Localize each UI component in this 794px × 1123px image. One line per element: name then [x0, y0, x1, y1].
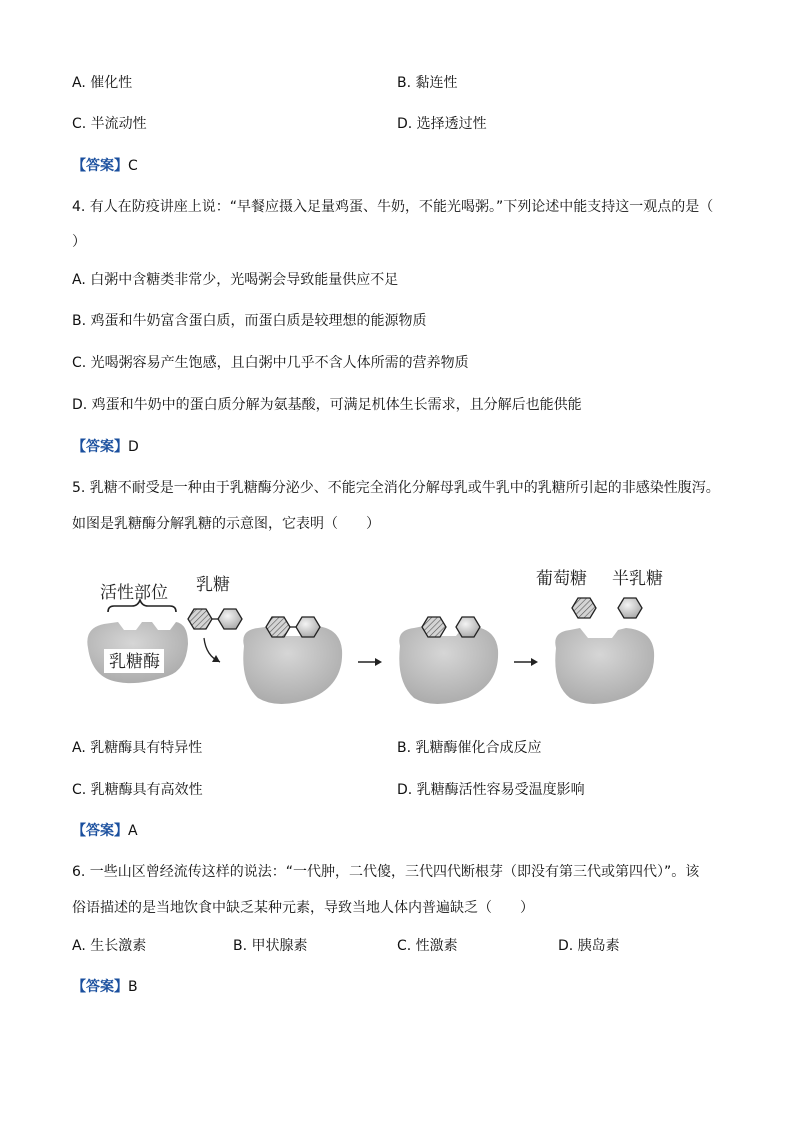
q6-option-b: B. 甲状腺素 [233, 938, 308, 954]
glucose-hexagon [266, 617, 290, 637]
answer-label: 【答案】 [72, 439, 128, 455]
reaction-arrow-head [531, 658, 538, 666]
answer-value: A [128, 823, 138, 839]
lactase-enzyme [555, 628, 654, 704]
reaction-arrow-head [375, 658, 382, 666]
answer-value: C [128, 158, 138, 174]
lactose-label: 乳糖 [196, 575, 230, 595]
q5-stem-line1: 5. 乳糖不耐受是一种由于乳糖酶分泌少、不能完全消化分解母乳或牛乳中的乳糖所引起的非感染性腹泻。 [72, 480, 720, 496]
q6-option-a: A. 生长激素 [72, 938, 147, 954]
q6-stem-line2: 俗语描述的是当地饮食中缺乏某种元素，导致当地人体内普遍缺乏（ ） [72, 900, 534, 916]
glucose-hexagon [572, 598, 596, 618]
answer-label: 【答案】 [72, 158, 128, 174]
q4-stem-line1: 4. 有人在防疫讲座上说：“早餐应摄入足量鸡蛋、牛奶，不能光喝粥。”下列论述中能支持这一观点的是（ [72, 199, 714, 215]
q5-option-a: A. 乳糖酶具有特异性 [72, 740, 203, 756]
q4-option-c: C. 光喝粥容易产生饱感，且白粥中几乎不含人体所需的营养物质 [72, 355, 469, 371]
q6-answer [72, 977, 138, 997]
stage-4 [536, 569, 663, 704]
q5-option-d: D. 乳糖酶活性容易受温度影响 [397, 782, 585, 798]
answer-label: 【答案】 [72, 979, 128, 995]
glucose-hexagon [188, 609, 212, 629]
q3-answer [72, 156, 138, 176]
stage-2 [243, 617, 342, 704]
q5-stem-line2: 如图是乳糖酶分解乳糖的示意图，它表明（ ） [72, 516, 380, 532]
glucose-hexagon [422, 617, 446, 637]
galactose-hexagon [618, 598, 642, 618]
q4-stem-line2: ） [72, 234, 86, 250]
q5-option-b: B. 乳糖酶催化合成反应 [397, 740, 542, 756]
stage-3 [399, 617, 498, 704]
q3-option-b: B. 黏连性 [397, 75, 458, 91]
q6-stem-line1: 6. 一些山区曾经流传这样的说法：“一代肿，二代傻，三代四代断根芽（即没有第三代或第四代）”。该 [72, 864, 700, 880]
answer-value: D [128, 439, 139, 455]
q3-option-c: C. 半流动性 [72, 116, 147, 132]
lactase-label: 乳糖酶 [109, 652, 160, 672]
q4-option-b: B. 鸡蛋和牛奶富含蛋白质，而蛋白质是较理想的能源物质 [72, 313, 427, 329]
q6-option-c: C. 性激素 [397, 938, 458, 954]
galactose-hexagon [218, 609, 242, 629]
q6-option-d: D. 胰岛素 [558, 938, 620, 954]
answer-label: 【答案】 [72, 823, 128, 839]
lactase-enzyme [243, 626, 342, 704]
q4-option-a: A. 白粥中含糖类非常少，光喝粥会导致能量供应不足 [72, 272, 399, 288]
q5-answer [72, 821, 138, 841]
galactose-hexagon [456, 617, 480, 637]
q3-option-a: A. 催化性 [72, 75, 133, 91]
q3-option-d: D. 选择透过性 [397, 116, 487, 132]
q4-option-d: D. 鸡蛋和牛奶中的蛋白质分解为氨基酸，可满足机体生长需求，且分解后也能供能 [72, 397, 582, 413]
glucose-label: 葡萄糖 [536, 569, 587, 589]
stage-1 [87, 575, 242, 683]
active-site-label: 活性部位 [100, 583, 168, 603]
galactose-hexagon [296, 617, 320, 637]
q4-answer [72, 437, 139, 457]
galactose-label: 半乳糖 [612, 569, 663, 589]
answer-value: B [128, 979, 138, 995]
lactase-diagram [78, 552, 674, 718]
q5-option-c: C. 乳糖酶具有高效性 [72, 782, 203, 798]
lactase-enzyme [399, 626, 498, 704]
